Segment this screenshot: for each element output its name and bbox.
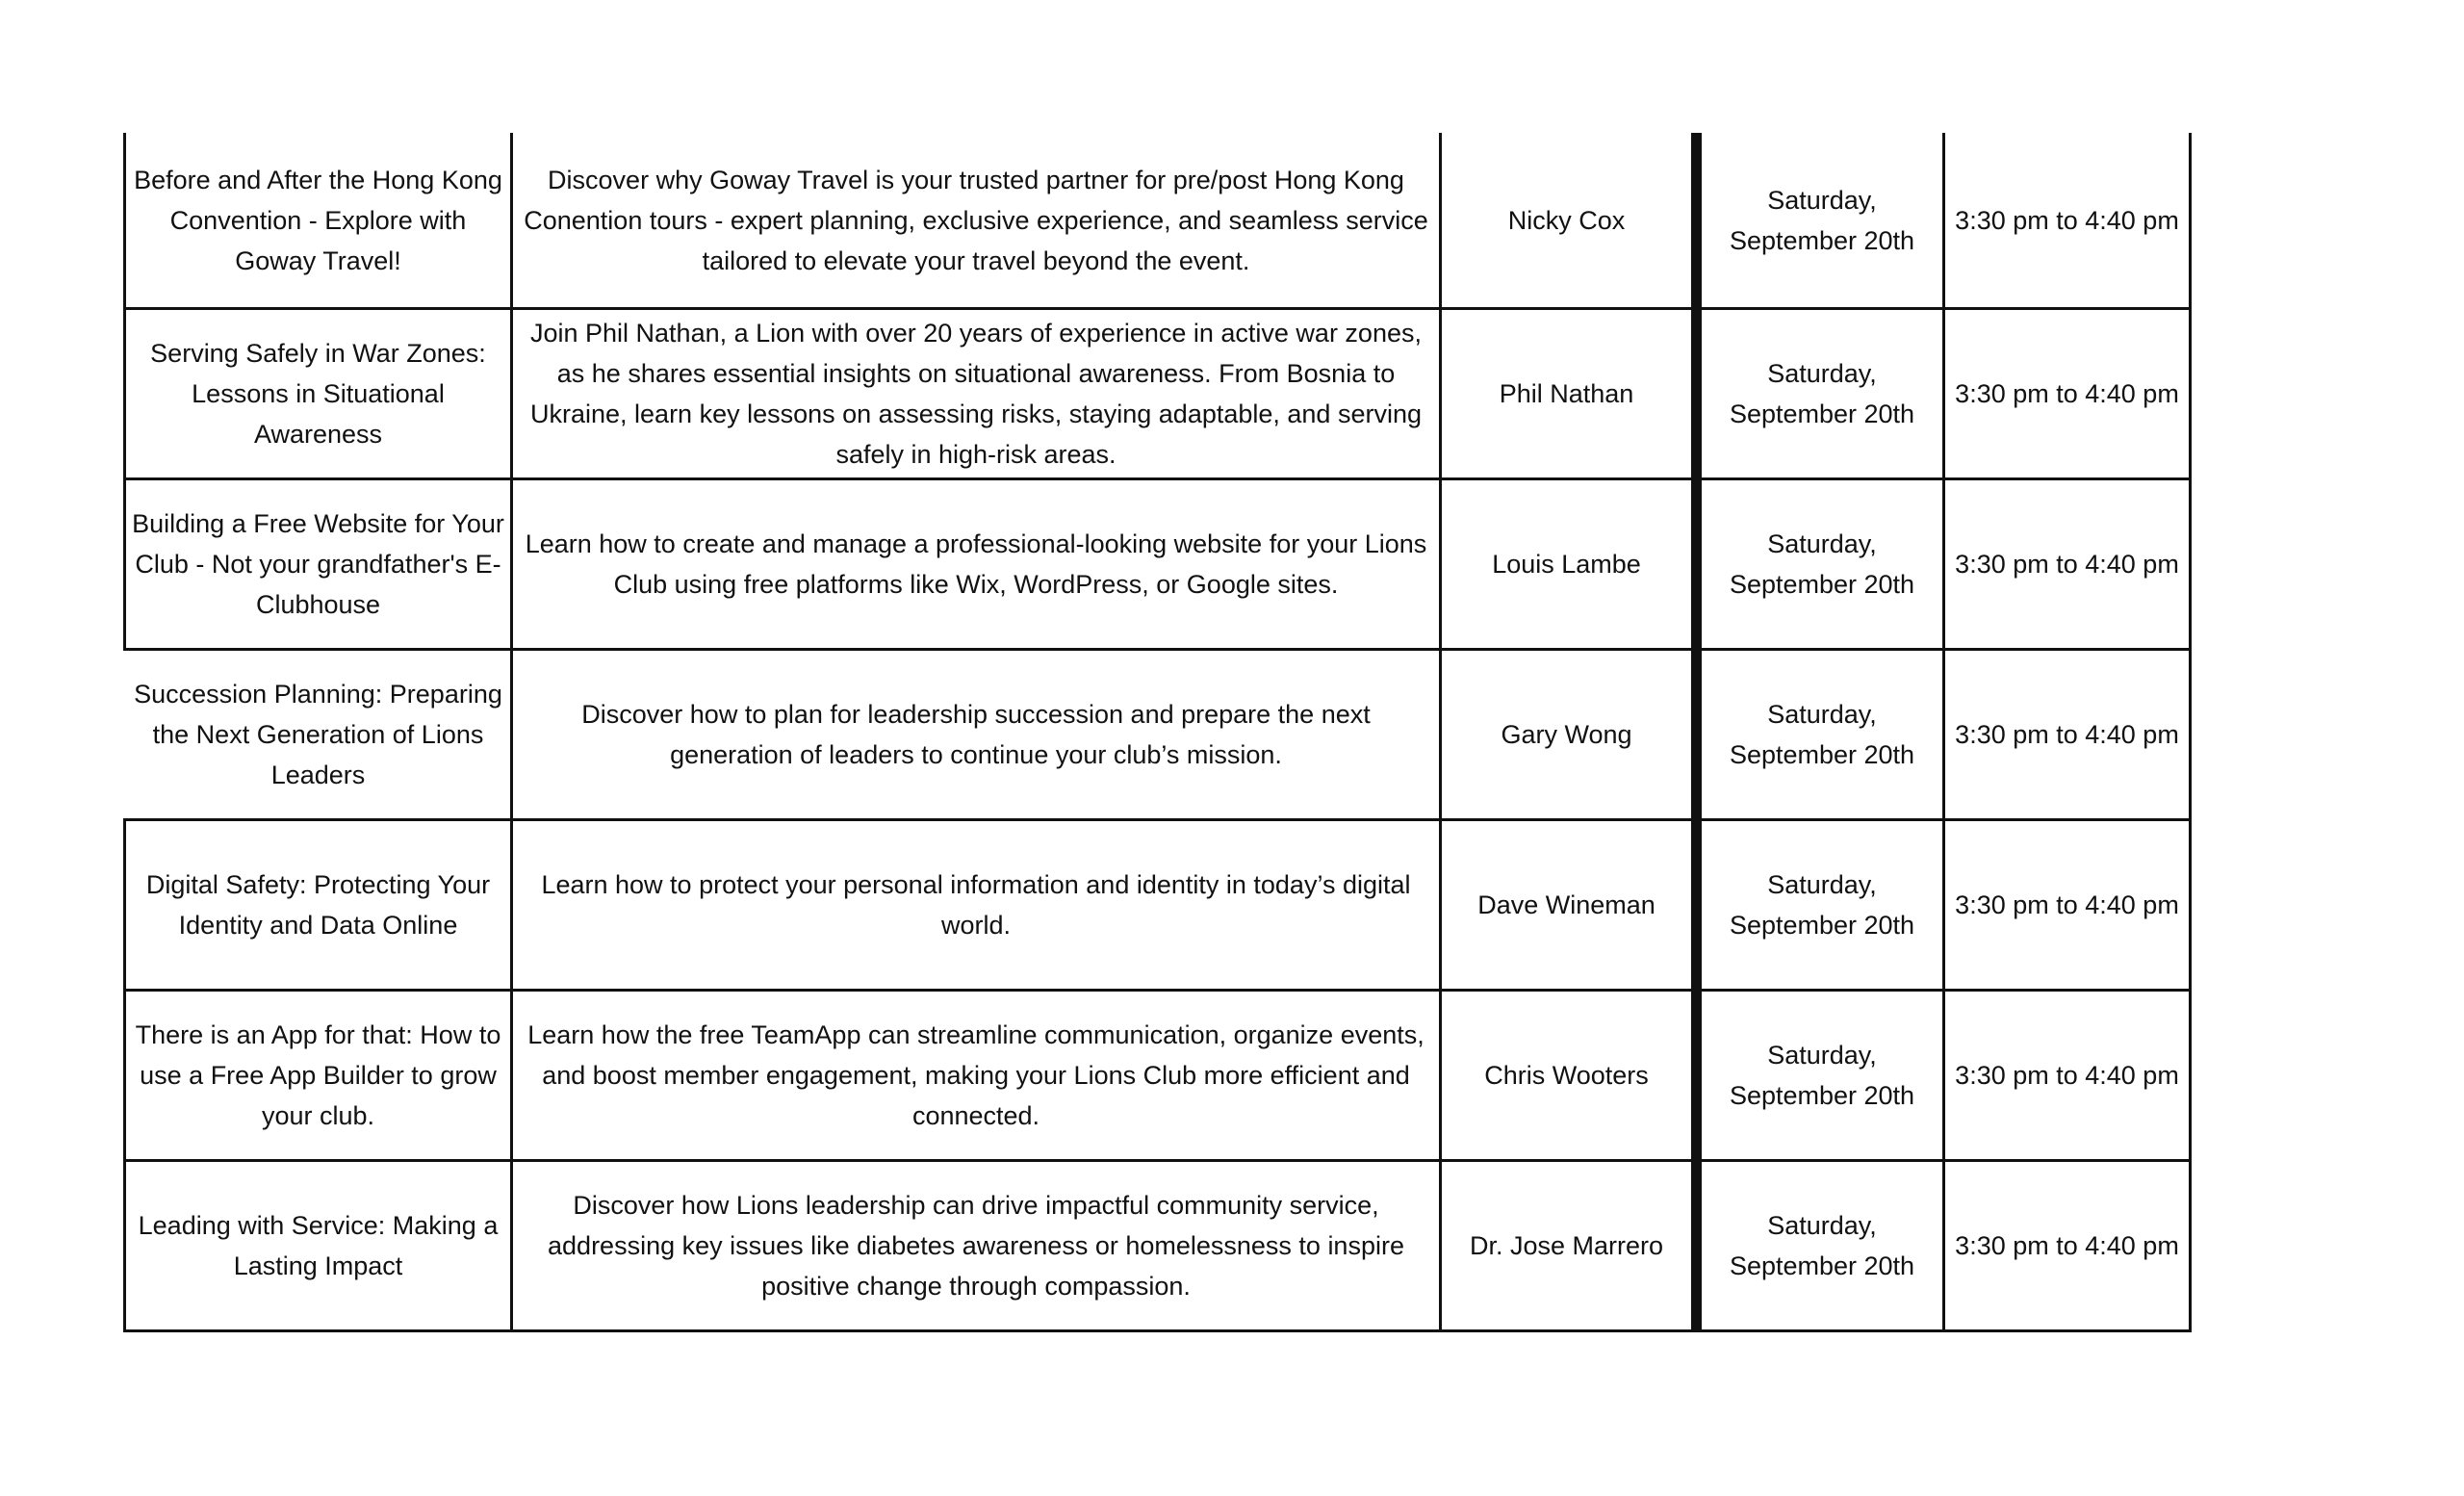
session-title: Building a Free Website for Your Club - Not your grandfather's E-Clubhouse bbox=[125, 479, 512, 650]
session-time: 3:30 pm to 4:40 pm bbox=[1944, 1161, 2191, 1331]
session-date: Saturday, September 20th bbox=[1697, 133, 1944, 309]
session-description: Learn how the free TeamApp can streamline communication, organize events, and boost member engagement, making your Lions Club more efficient and connected. bbox=[512, 991, 1441, 1161]
session-presenter: Gary Wong bbox=[1441, 650, 1697, 820]
session-schedule-sheet bbox=[123, 133, 2189, 1332]
session-time: 3:30 pm to 4:40 pm bbox=[1944, 479, 2191, 650]
session-schedule-table bbox=[123, 133, 2192, 1332]
session-title: Leading with Service: Making a Lasting Impact bbox=[125, 1161, 512, 1331]
table-row bbox=[125, 820, 2191, 991]
session-description: Discover how Lions leadership can drive impactful community service, addressing key issues like diabetes awareness or homelessness to inspire positive change through compassion. bbox=[512, 1161, 1441, 1331]
table-row bbox=[125, 479, 2191, 650]
table-row bbox=[125, 991, 2191, 1161]
session-title: Digital Safety: Protecting Your Identity and Data Online bbox=[125, 820, 512, 991]
session-title: There is an App for that: How to use a Free App Builder to grow your club. bbox=[125, 991, 512, 1161]
session-date: Saturday, September 20th bbox=[1697, 309, 1944, 479]
session-title: Before and After the Hong Kong Convention - Explore with Goway Travel! bbox=[125, 133, 512, 309]
session-presenter: Phil Nathan bbox=[1441, 309, 1697, 479]
table-row bbox=[125, 650, 2191, 820]
table-row bbox=[125, 309, 2191, 479]
session-description: Learn how to create and manage a professional-looking website for your Lions Club using free platforms like Wix, WordPress, or Google sites. bbox=[512, 479, 1441, 650]
session-presenter: Dr. Jose Marrero bbox=[1441, 1161, 1697, 1331]
session-date: Saturday, September 20th bbox=[1697, 650, 1944, 820]
session-date: Saturday, September 20th bbox=[1697, 820, 1944, 991]
session-time: 3:30 pm to 4:40 pm bbox=[1944, 820, 2191, 991]
session-presenter: Louis Lambe bbox=[1441, 479, 1697, 650]
session-date: Saturday, September 20th bbox=[1697, 991, 1944, 1161]
session-presenter: Nicky Cox bbox=[1441, 133, 1697, 309]
session-time: 3:30 pm to 4:40 pm bbox=[1944, 133, 2191, 309]
session-description: Join Phil Nathan, a Lion with over 20 years of experience in active war zones, as he shares essential insights on situational awareness. From Bosnia to Ukraine, learn key lessons on assessing risks, staying adaptable, and serving safely in high-risk areas. bbox=[512, 309, 1441, 479]
session-title: Serving Safely in War Zones: Lessons in Situational Awareness bbox=[125, 309, 512, 479]
session-time: 3:30 pm to 4:40 pm bbox=[1944, 650, 2191, 820]
session-date: Saturday, September 20th bbox=[1697, 1161, 1944, 1331]
session-description: Discover how to plan for leadership succession and prepare the next generation of leaders to continue your club’s mission. bbox=[512, 650, 1441, 820]
session-presenter: Dave Wineman bbox=[1441, 820, 1697, 991]
session-time: 3:30 pm to 4:40 pm bbox=[1944, 309, 2191, 479]
table-row bbox=[125, 133, 2191, 309]
session-date: Saturday, September 20th bbox=[1697, 479, 1944, 650]
session-description: Discover why Goway Travel is your trusted partner for pre/post Hong Kong Conention tours - expert planning, exclusive experience, and seamless service tailored to elevate your travel beyond the event. bbox=[512, 133, 1441, 309]
table-row bbox=[125, 1161, 2191, 1331]
session-presenter: Chris Wooters bbox=[1441, 991, 1697, 1161]
session-time: 3:30 pm to 4:40 pm bbox=[1944, 991, 2191, 1161]
session-description: Learn how to protect your personal information and identity in today’s digital world. bbox=[512, 820, 1441, 991]
session-title: Succession Planning: Preparing the Next Generation of Lions Leaders bbox=[125, 650, 512, 820]
